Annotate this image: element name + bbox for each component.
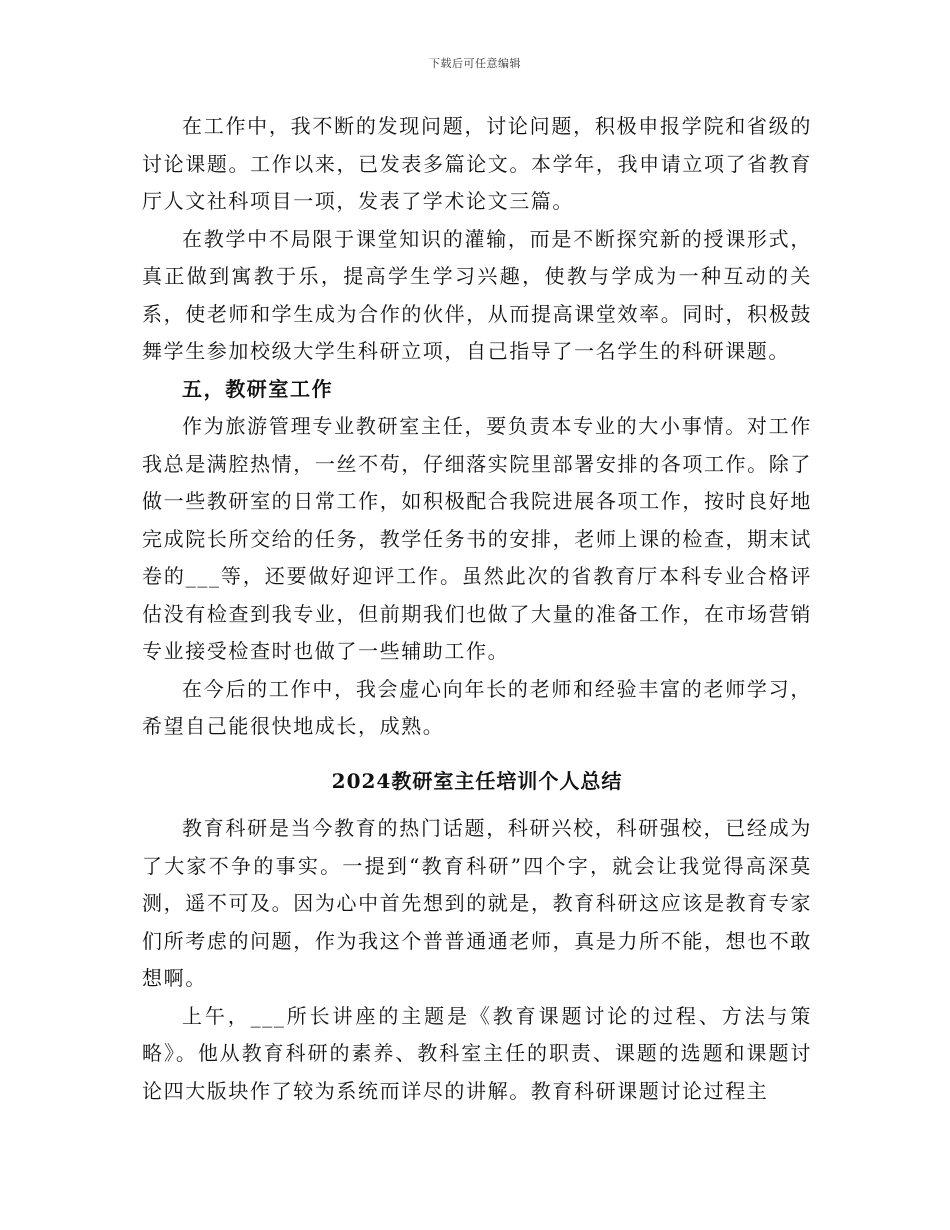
document-title: 2024教研室主任培训个人总结: [331, 768, 623, 793]
paragraph-future-plan: 在今后的工作中，我会虚心向年长的老师和经验丰富的老师学习，希望自己能很快地成长，成熟。: [142, 676, 812, 738]
paragraph-office-duties: 作为旅游管理专业教研室主任，要负责本专业的大小事情。对工作我总是满腔热情，一丝不苟，仔细落实院里部署安排的各项工作。除了做一些教研室的日常工作，如积极配合我院进展各项工作，按时良好地完成院长所交给的任务，教学任务书的安排，老师上课的检查，期末试卷的___等，还要做好迎评工作。虽然此次的省教育厅本科专业合格评估没有检查到我专业，但前期我们也做了大量的准备工作，在市场营销专业接受检查时也做了一些辅助工作。: [142, 414, 812, 663]
paragraph-education-research: 教育科研是当今教育的热门话题，科研兴校，科研强校，已经成为了大家不争的事实。一提到“教育科研”四个字，就会让我觉得高深莫测，遥不可及。因为心中首先想到的就是，教育科研这应该是教育专家们所考虑的问题，作为我这个普普通通老师，真是力所不能，想也不敢想啊。: [142, 816, 812, 990]
section-heading-teaching-office: 五，教研室工作: [182, 376, 334, 401]
paragraph-research-work: 在工作中，我不断的发现问题，讨论问题，积极申报学院和省级的讨论课题。工作以来，已发表多篇论文。本学年，我申请立项了省教育厅人文社科项目一项，发表了学术论文三篇。: [142, 114, 812, 213]
document-body: [142, 108, 812, 1110]
paragraph-morning-lecture: 上午，___所长讲座的主题是《教育课题讨论的过程、方法与策略》。他从教育科研的素养、教科室主任的职责、课题的选题和课题讨论四大版块作了较为系统而详尽的讲解。教育科研课题讨论过程主: [142, 1003, 812, 1103]
header-note: 下载后可任意编辑: [429, 57, 521, 70]
paragraph-teaching-method: 在教学中不局限于课堂知识的灌输，而是不断探究新的授课形式，真正做到寓教于乐，提高学生学习兴趣，使教与学成为一种互动的关系，使老师和学生成为合作的伙伴，从而提高课堂效率。同时，积极鼓舞学生参加校级大学生科研立项，自己指导了一名学生的科研课题。: [142, 226, 812, 363]
